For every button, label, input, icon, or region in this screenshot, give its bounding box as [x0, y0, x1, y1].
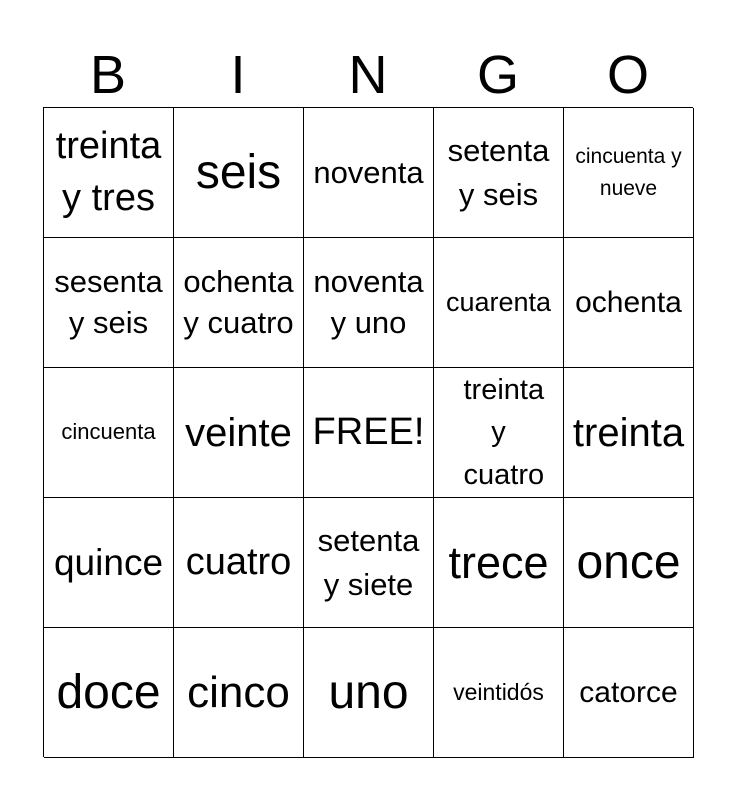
cell-text: FREE! [312, 410, 425, 453]
bingo-card-grid [43, 107, 693, 757]
cell-text: uno [328, 665, 409, 719]
bingo-cell[interactable] [304, 238, 434, 368]
bingo-cell[interactable] [44, 628, 174, 758]
cell-text: ochenta y cuatro [183, 263, 294, 340]
header-letter-o: O [606, 45, 649, 105]
header-letter-b: B [89, 45, 127, 105]
cell-text: cincuenta [61, 419, 156, 445]
bingo-header [43, 42, 693, 108]
bingo-cell[interactable] [174, 108, 304, 238]
header-letter-g: G [476, 45, 519, 105]
cell-text: cuarenta [445, 287, 552, 318]
bingo-cell[interactable] [174, 498, 304, 628]
bingo-cell[interactable] [564, 628, 694, 758]
bingo-cell[interactable] [44, 498, 174, 628]
cell-text: sesenta y seis [54, 263, 163, 340]
cell-text: setenta y siete [317, 523, 420, 602]
bingo-cell[interactable] [174, 238, 304, 368]
bingo-cell[interactable] [564, 368, 694, 498]
cell-text: cincuenta y nueve [575, 145, 682, 200]
cell-text: cuatro [185, 540, 292, 583]
bingo-cell[interactable] [174, 628, 304, 758]
bingo-cell[interactable] [44, 368, 174, 498]
bingo-cell[interactable] [434, 108, 564, 238]
cell-text: veintidós [453, 679, 544, 706]
bingo-cell[interactable] [434, 368, 564, 498]
bingo-cell[interactable] [44, 238, 174, 368]
cell-text: veinte [185, 410, 292, 455]
bingo-cell[interactable] [44, 108, 174, 238]
cell-text: cinco [187, 667, 290, 717]
cell-text: treinta y cuatro [463, 374, 545, 491]
cell-text: quince [53, 541, 164, 583]
bingo-cell[interactable] [564, 238, 694, 368]
cell-text: setenta y seis [447, 133, 550, 212]
bingo-cell[interactable] [304, 108, 434, 238]
cell-text: once [576, 535, 681, 589]
bingo-cell[interactable] [304, 368, 434, 498]
cell-text: trece [448, 537, 549, 588]
bingo-cell[interactable] [434, 498, 564, 628]
bingo-cell[interactable] [174, 368, 304, 498]
bingo-cell[interactable] [304, 628, 434, 758]
cell-text: noventa y uno [313, 263, 424, 340]
cell-text: doce [56, 665, 161, 719]
cell-text: seis [195, 145, 282, 199]
bingo-cell[interactable] [564, 498, 694, 628]
bingo-cell[interactable] [304, 498, 434, 628]
cell-text: treinta y tres [55, 125, 162, 219]
cell-text: treinta [572, 410, 685, 455]
bingo-cell[interactable] [434, 628, 564, 758]
header-letter-n: N [348, 45, 388, 105]
cell-text: noventa [313, 155, 424, 190]
bingo-cell[interactable] [564, 108, 694, 238]
bingo-cell[interactable] [434, 238, 564, 368]
header-letter-i: I [230, 45, 246, 105]
cell-text: catorce [579, 675, 678, 709]
cell-text: ochenta [575, 285, 682, 319]
